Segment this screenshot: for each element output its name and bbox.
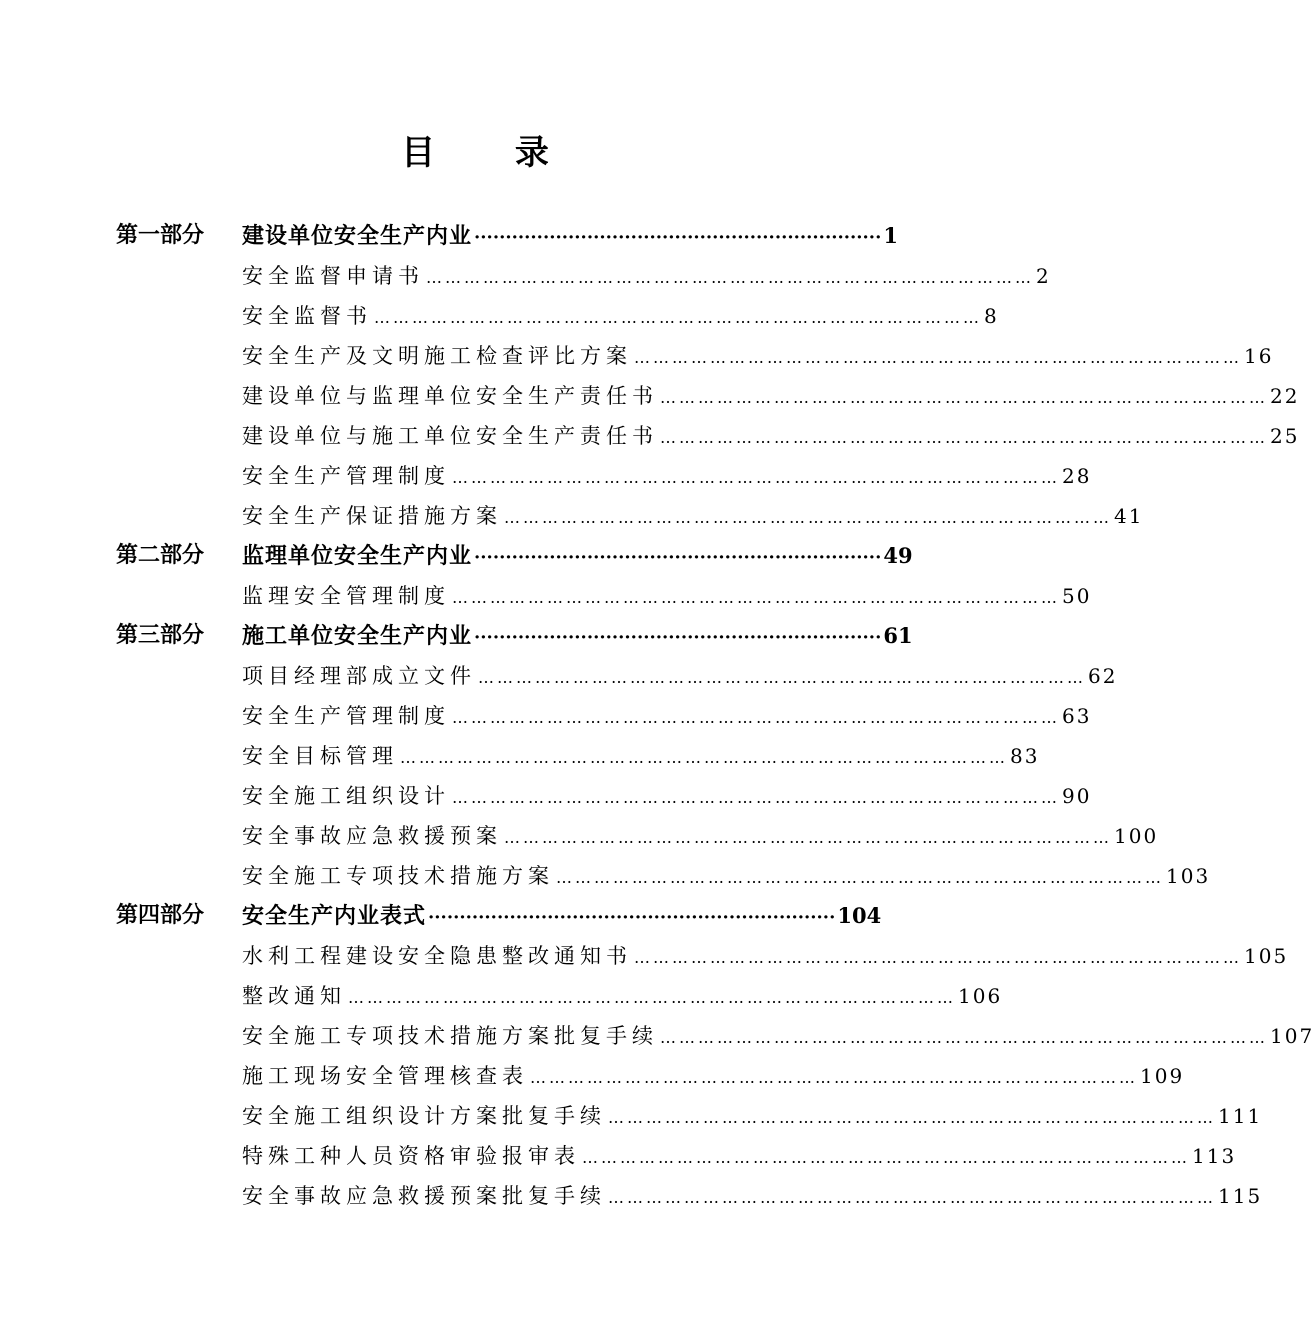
toc-page-number: 16 [1244, 344, 1274, 368]
toc-part-label: 第一部分 [116, 223, 205, 248]
toc-leader-dots: …………………………………………………………………………………… [634, 348, 1242, 367]
toc-entry-title: 安全生产管理制度 [242, 464, 450, 488]
toc-page-number: 104 [837, 903, 882, 928]
toc-page-number: 41 [1114, 504, 1144, 528]
toc-entry-title: 安全生产内业表式 [242, 904, 427, 929]
toc-leader-dots: ································································· [474, 627, 882, 648]
toc-page-number: 100 [1114, 824, 1159, 848]
toc-leader-dots: …………………………………………………………………………………… [608, 1108, 1216, 1127]
page-title: 目 录 [401, 133, 583, 173]
toc-entry-row[interactable] [0, 736, 1040, 776]
toc-leader-dots: …………………………………………………………………………………… [400, 748, 1008, 767]
toc-page-number: 103 [1166, 864, 1211, 888]
toc-entry-title: 安全生产及文明施工检查评比方案 [242, 344, 632, 368]
toc-page-number: 107 [1270, 1024, 1314, 1048]
toc-entry-row[interactable] [0, 1016, 1314, 1056]
toc-page-number: 49 [883, 543, 913, 568]
toc-leader-dots: …………………………………………………………………………………… [582, 1148, 1190, 1167]
toc-part-label: 第二部分 [116, 543, 205, 568]
toc-entry-title: 监理安全管理制度 [242, 584, 450, 608]
toc-entry-title: 水利工程建设安全隐患整改通知书 [242, 944, 632, 968]
toc-leader-dots: …………………………………………………………………………………… [556, 868, 1164, 887]
toc-page-number: 109 [1140, 1064, 1185, 1088]
toc-entry-row[interactable] [0, 416, 1300, 456]
toc-entry-row[interactable] [0, 576, 1092, 616]
toc-entry-title: 施工单位安全生产内业 [242, 624, 473, 649]
toc-entry-row[interactable] [0, 496, 1144, 536]
toc-leader-dots: …………………………………………………………………………………… [660, 1028, 1268, 1047]
toc-leader-dots: ································································· [428, 907, 836, 928]
toc-entry-row[interactable] [0, 1136, 1237, 1176]
toc-page-number: 25 [1270, 424, 1300, 448]
toc-entry-title: 安全施工组织设计方案批复手续 [242, 1104, 606, 1128]
toc-entry-title: 安全生产管理制度 [242, 704, 450, 728]
toc-entry-row[interactable] [0, 336, 1274, 376]
toc-entry-row[interactable] [0, 296, 999, 336]
toc-leader-dots: …………………………………………………………………………………… [426, 268, 1034, 287]
toc-entry-title: 安全监督书 [242, 304, 372, 328]
toc-entry-row[interactable] [0, 256, 1051, 296]
toc-page-number: 106 [958, 984, 1003, 1008]
toc-entry-title: 特殊工种人员资格审验报审表 [242, 1144, 580, 1168]
toc-leader-dots: …………………………………………………………………………………… [608, 1188, 1216, 1207]
toc-entry-title: 施工现场安全管理核查表 [242, 1064, 528, 1088]
toc-entry-row[interactable] [0, 816, 1159, 856]
toc-entry-title: 安全目标管理 [242, 744, 398, 768]
toc-page-number: 50 [1062, 584, 1092, 608]
toc-page-number: 1 [883, 223, 898, 248]
toc-part-label: 第四部分 [116, 903, 205, 928]
toc-leader-dots: …………………………………………………………………………………… [452, 788, 1060, 807]
toc-entry-title: 建设单位安全生产内业 [242, 224, 473, 249]
toc-entry-title: 安全生产保证措施方案 [242, 504, 502, 528]
toc-entry-title: 安全施工专项技术措施方案批复手续 [242, 1024, 658, 1048]
toc-entry-row[interactable] [0, 856, 1211, 896]
toc-leader-dots: …………………………………………………………………………………… [374, 308, 982, 327]
toc-leader-dots: …………………………………………………………………………………… [452, 468, 1060, 487]
toc-page-number: 2 [1036, 264, 1051, 288]
toc-part-row[interactable] [0, 216, 950, 256]
toc-entry-row[interactable] [0, 696, 1092, 736]
toc-entry-title: 整改通知 [242, 984, 346, 1008]
toc-entry-title: 安全施工专项技术措施方案 [242, 864, 554, 888]
toc-entry-title: 建设单位与监理单位安全生产责任书 [242, 384, 658, 408]
toc-leader-dots: …………………………………………………………………………………… [452, 588, 1060, 607]
toc-entry-row[interactable] [0, 376, 1300, 416]
toc-page-number: 62 [1088, 664, 1118, 688]
toc-entry-row[interactable] [0, 776, 1092, 816]
toc-page-number: 105 [1244, 944, 1289, 968]
toc-entry-title: 项目经理部成立文件 [242, 664, 476, 688]
toc-page-number: 8 [984, 304, 999, 328]
toc-leader-dots: …………………………………………………………………………………… [478, 668, 1086, 687]
toc-part-row[interactable] [0, 616, 950, 656]
toc-leader-dots: ································································· [474, 547, 882, 568]
toc-page-number: 28 [1062, 464, 1092, 488]
toc-leader-dots: …………………………………………………………………………………… [504, 508, 1112, 527]
toc-page-number: 83 [1010, 744, 1040, 768]
toc-part-row[interactable] [0, 536, 950, 576]
toc-leader-dots: …………………………………………………………………………………… [452, 708, 1060, 727]
toc-leader-dots: …………………………………………………………………………………… [348, 988, 956, 1007]
toc-entry-row[interactable] [0, 1056, 1185, 1096]
table-of-contents [0, 216, 1314, 1216]
toc-leader-dots: ································································· [474, 227, 882, 248]
toc-entry-row[interactable] [0, 1176, 1263, 1216]
toc-leader-dots: …………………………………………………………………………………… [660, 388, 1268, 407]
toc-page-number: 115 [1218, 1184, 1263, 1208]
toc-page-number: 61 [883, 623, 913, 648]
toc-entry-title: 监理单位安全生产内业 [242, 544, 473, 569]
toc-entry-title: 建设单位与施工单位安全生产责任书 [242, 424, 658, 448]
toc-page-number: 113 [1192, 1144, 1237, 1168]
toc-entry-row[interactable] [0, 456, 1092, 496]
toc-entry-title: 安全监督申请书 [242, 264, 424, 288]
toc-part-row[interactable] [0, 896, 950, 936]
toc-entry-title: 安全事故应急救援预案批复手续 [242, 1184, 606, 1208]
toc-entry-row[interactable] [0, 976, 1003, 1016]
toc-leader-dots: …………………………………………………………………………………… [660, 428, 1268, 447]
toc-entry-title: 安全施工组织设计 [242, 784, 450, 808]
toc-page-number: 111 [1218, 1104, 1263, 1128]
toc-leader-dots: …………………………………………………………………………………… [504, 828, 1112, 847]
toc-page-number: 90 [1062, 784, 1092, 808]
toc-entry-row[interactable] [0, 656, 1118, 696]
toc-leader-dots: …………………………………………………………………………………… [530, 1068, 1138, 1087]
toc-entry-row[interactable] [0, 936, 1289, 976]
toc-part-label: 第三部分 [116, 623, 205, 648]
toc-page-number: 63 [1062, 704, 1092, 728]
toc-leader-dots: …………………………………………………………………………………… [634, 948, 1242, 967]
toc-page-number: 22 [1270, 384, 1300, 408]
toc-entry-row[interactable] [0, 1096, 1263, 1136]
toc-entry-title: 安全事故应急救援预案 [242, 824, 502, 848]
